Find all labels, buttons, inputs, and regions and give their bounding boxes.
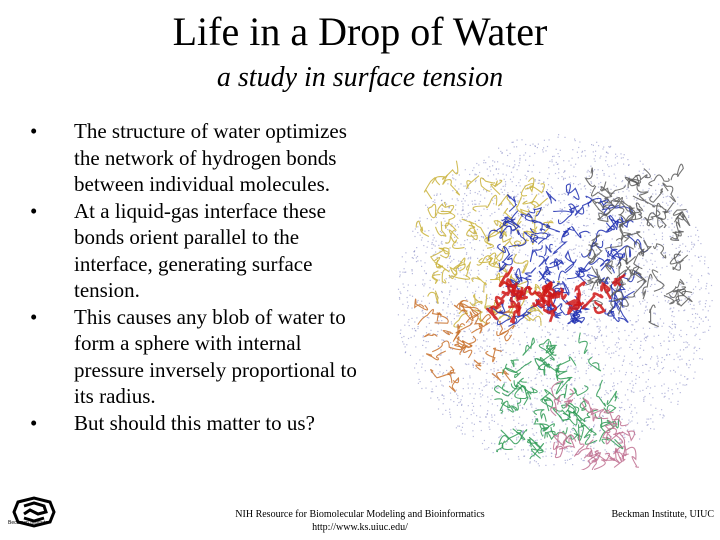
bullet-text: The structure of water optimizes the network of hydrogen bonds between individual molecules. (74, 119, 347, 196)
protein-ribbon-segment (523, 338, 534, 355)
protein-ribbon-segment (606, 261, 614, 274)
protein-ribbon-segment (654, 244, 666, 258)
bullet-item (26, 304, 376, 410)
protein-ribbon-segment (553, 211, 571, 224)
protein-ribbon-segment (545, 431, 555, 439)
footer-institution: Beckman Institute, UIUC (611, 509, 714, 520)
protein-ribbon-segment (671, 164, 683, 180)
protein-ribbon-segment (506, 361, 532, 372)
protein-ribbon-segment (436, 161, 458, 185)
protein-ribbon-segment (663, 183, 676, 202)
protein-ribbon-segment (453, 322, 472, 342)
protein-ribbon-segment (482, 315, 491, 326)
bullet-text: This causes any blob of water to form a sphere with internal pressure inversely proportional to its radius. (74, 304, 357, 408)
protein-ribbon-segment (428, 204, 437, 217)
protein-ribbon-segment (670, 251, 688, 264)
protein-ribbon-segment (511, 398, 520, 410)
protein-ribbon-segment (592, 235, 602, 251)
protein-ribbon-segment (529, 208, 541, 216)
protein-ribbon-segment (652, 270, 664, 291)
protein-ribbon-segment (539, 256, 549, 266)
protein-ribbon-segment (579, 333, 587, 354)
footer-url[interactable]: http://www.ks.uiuc.edu/ (312, 522, 408, 533)
protein-ribbon-segment (547, 345, 557, 352)
protein-ribbon-segment (605, 238, 622, 249)
protein-ribbons (415, 161, 692, 470)
protein-ribbon-segment (541, 392, 551, 400)
bullet-text: At a liquid-gas interface these bonds orient parallel to the interface, generating surface tension. (74, 198, 326, 302)
protein-ribbon-segment (597, 380, 606, 406)
protein-ribbon-segment (546, 192, 555, 204)
protein-in-water-droplet-image (393, 130, 715, 470)
protein-ribbon-segment (525, 268, 535, 280)
protein-ribbon-segment (626, 447, 639, 467)
protein-ribbon-segment (467, 176, 479, 189)
slide-subtitle: a study in surface tension (216, 62, 504, 93)
bullet-dot-icon: • (30, 410, 38, 435)
protein-ribbon-segment (531, 194, 541, 207)
protein-ribbon-segment (436, 221, 446, 236)
protein-ribbon-segment (474, 360, 481, 370)
protein-ribbon-segment (443, 175, 460, 195)
logo-caption: Beckman Institute (8, 520, 48, 526)
protein-ribbon-segment (511, 360, 519, 367)
protein-ribbon-segment (443, 330, 453, 334)
protein-ribbon-segment (586, 277, 598, 290)
protein-ribbon-segment (514, 254, 528, 273)
protein-ribbon-segment (416, 221, 429, 236)
bullet-text: But should this matter to us? (74, 410, 315, 435)
protein-ribbon-segment (426, 351, 445, 360)
bullet-item (26, 118, 376, 198)
footer-resource-name: NIH Resource for Biomolecular Modeling and Bioinformatics (235, 509, 485, 520)
bullet-item (26, 198, 376, 304)
protein-ribbon-segment (545, 384, 567, 399)
protein-ribbon-segment (528, 178, 544, 193)
protein-ribbon-segment (499, 195, 515, 208)
protein-ribbon-segment (523, 198, 548, 206)
protein-ribbon-segment (449, 378, 458, 391)
protein-ribbon-segment (472, 277, 487, 293)
protein-ribbon-segment (566, 184, 579, 199)
protein-ribbon-segment (632, 169, 651, 181)
bullet-item (26, 410, 376, 437)
protein-ribbon-segment (454, 324, 464, 340)
bullet-dot-icon: • (30, 119, 38, 143)
footer-center (220, 508, 500, 534)
protein-ribbon-segment (557, 370, 572, 379)
bullet-dot-icon: • (30, 304, 38, 329)
protein-ribbon-segment (565, 251, 576, 263)
bullet-dot-icon: • (30, 198, 38, 223)
protein-ribbon-segment (595, 301, 604, 313)
protein-ribbon-segment (589, 357, 601, 370)
protein-ribbon-segment (544, 244, 552, 256)
protein-ribbon-segment (502, 430, 521, 449)
bullet-list (26, 118, 376, 436)
protein-ribbon-segment (486, 348, 502, 362)
protein-ribbon-segment (556, 357, 576, 372)
protein-ribbon-segment (503, 368, 521, 377)
protein-ribbon-segment (445, 206, 455, 226)
protein-ribbon-segment (529, 437, 543, 459)
slide-title: Life in a Drop of Water (172, 9, 548, 54)
protein-ribbon-segment (539, 339, 554, 360)
beckman-logo-icon (8, 490, 60, 534)
